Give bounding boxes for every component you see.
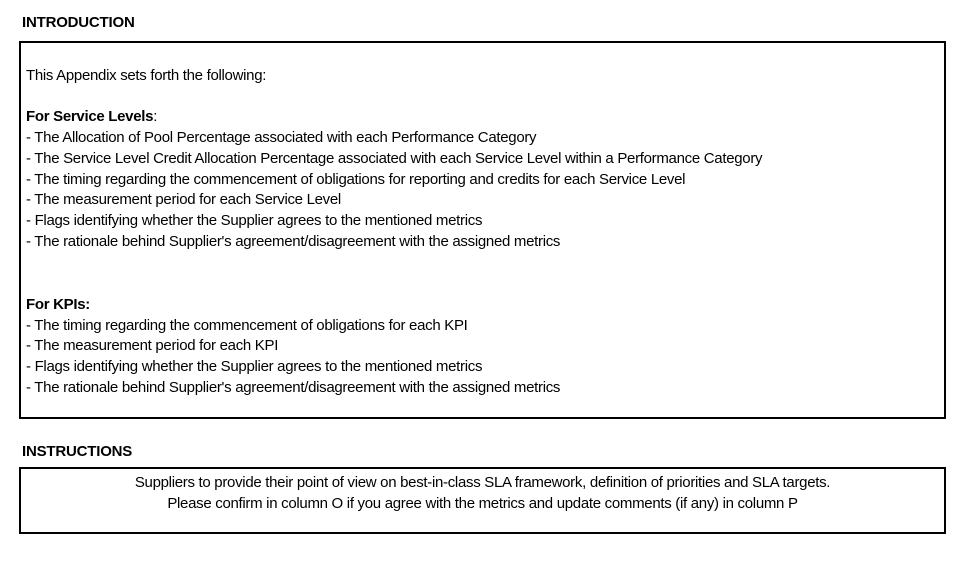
- introduction-box: [19, 41, 946, 419]
- kpi-item: - The timing regarding the commencement of obligations for each KPI: [26, 317, 468, 334]
- service-level-item: - The measurement period for each Service Level: [26, 191, 341, 208]
- service-level-item: - The timing regarding the commencement of obligations for reporting and credits for each Service Level: [26, 171, 686, 188]
- kpi-item: - Flags identifying whether the Supplier agrees to the mentioned metrics: [26, 358, 483, 375]
- service-level-item: - The Service Level Credit Allocation Percentage associated with each Service Level within a Performance Category: [26, 150, 763, 167]
- introduction-heading: INTRODUCTION: [22, 14, 135, 31]
- instructions-heading: INSTRUCTIONS: [22, 443, 133, 460]
- instruction-line: Please confirm in column O if you agree with the metrics and update comments (if any) in column P: [167, 495, 798, 512]
- service-level-item: - The rationale behind Supplier's agreement/disagreement with the assigned metrics: [26, 233, 561, 250]
- service-levels-title: For Service Levels: [26, 108, 154, 125]
- kpi-item: - The rationale behind Supplier's agreement/disagreement with the assigned metrics: [26, 379, 561, 396]
- service-levels-title-line: [26, 108, 157, 126]
- instruction-line: Suppliers to provide their point of view on best-in-class SLA framework, definition of priorities and SLA targets.: [134, 474, 831, 491]
- service-level-item: - The Allocation of Pool Percentage associated with each Performance Category: [26, 129, 537, 146]
- service-level-item: - Flags identifying whether the Supplier agrees to the mentioned metrics: [26, 212, 483, 229]
- introduction-lead: This Appendix sets forth the following:: [26, 67, 267, 84]
- kpi-item: - The measurement period for each KPI: [26, 337, 279, 354]
- service-levels-title-colon: :: [153, 108, 158, 125]
- kpis-title: For KPIs:: [26, 296, 90, 313]
- instructions-box: [19, 467, 946, 534]
